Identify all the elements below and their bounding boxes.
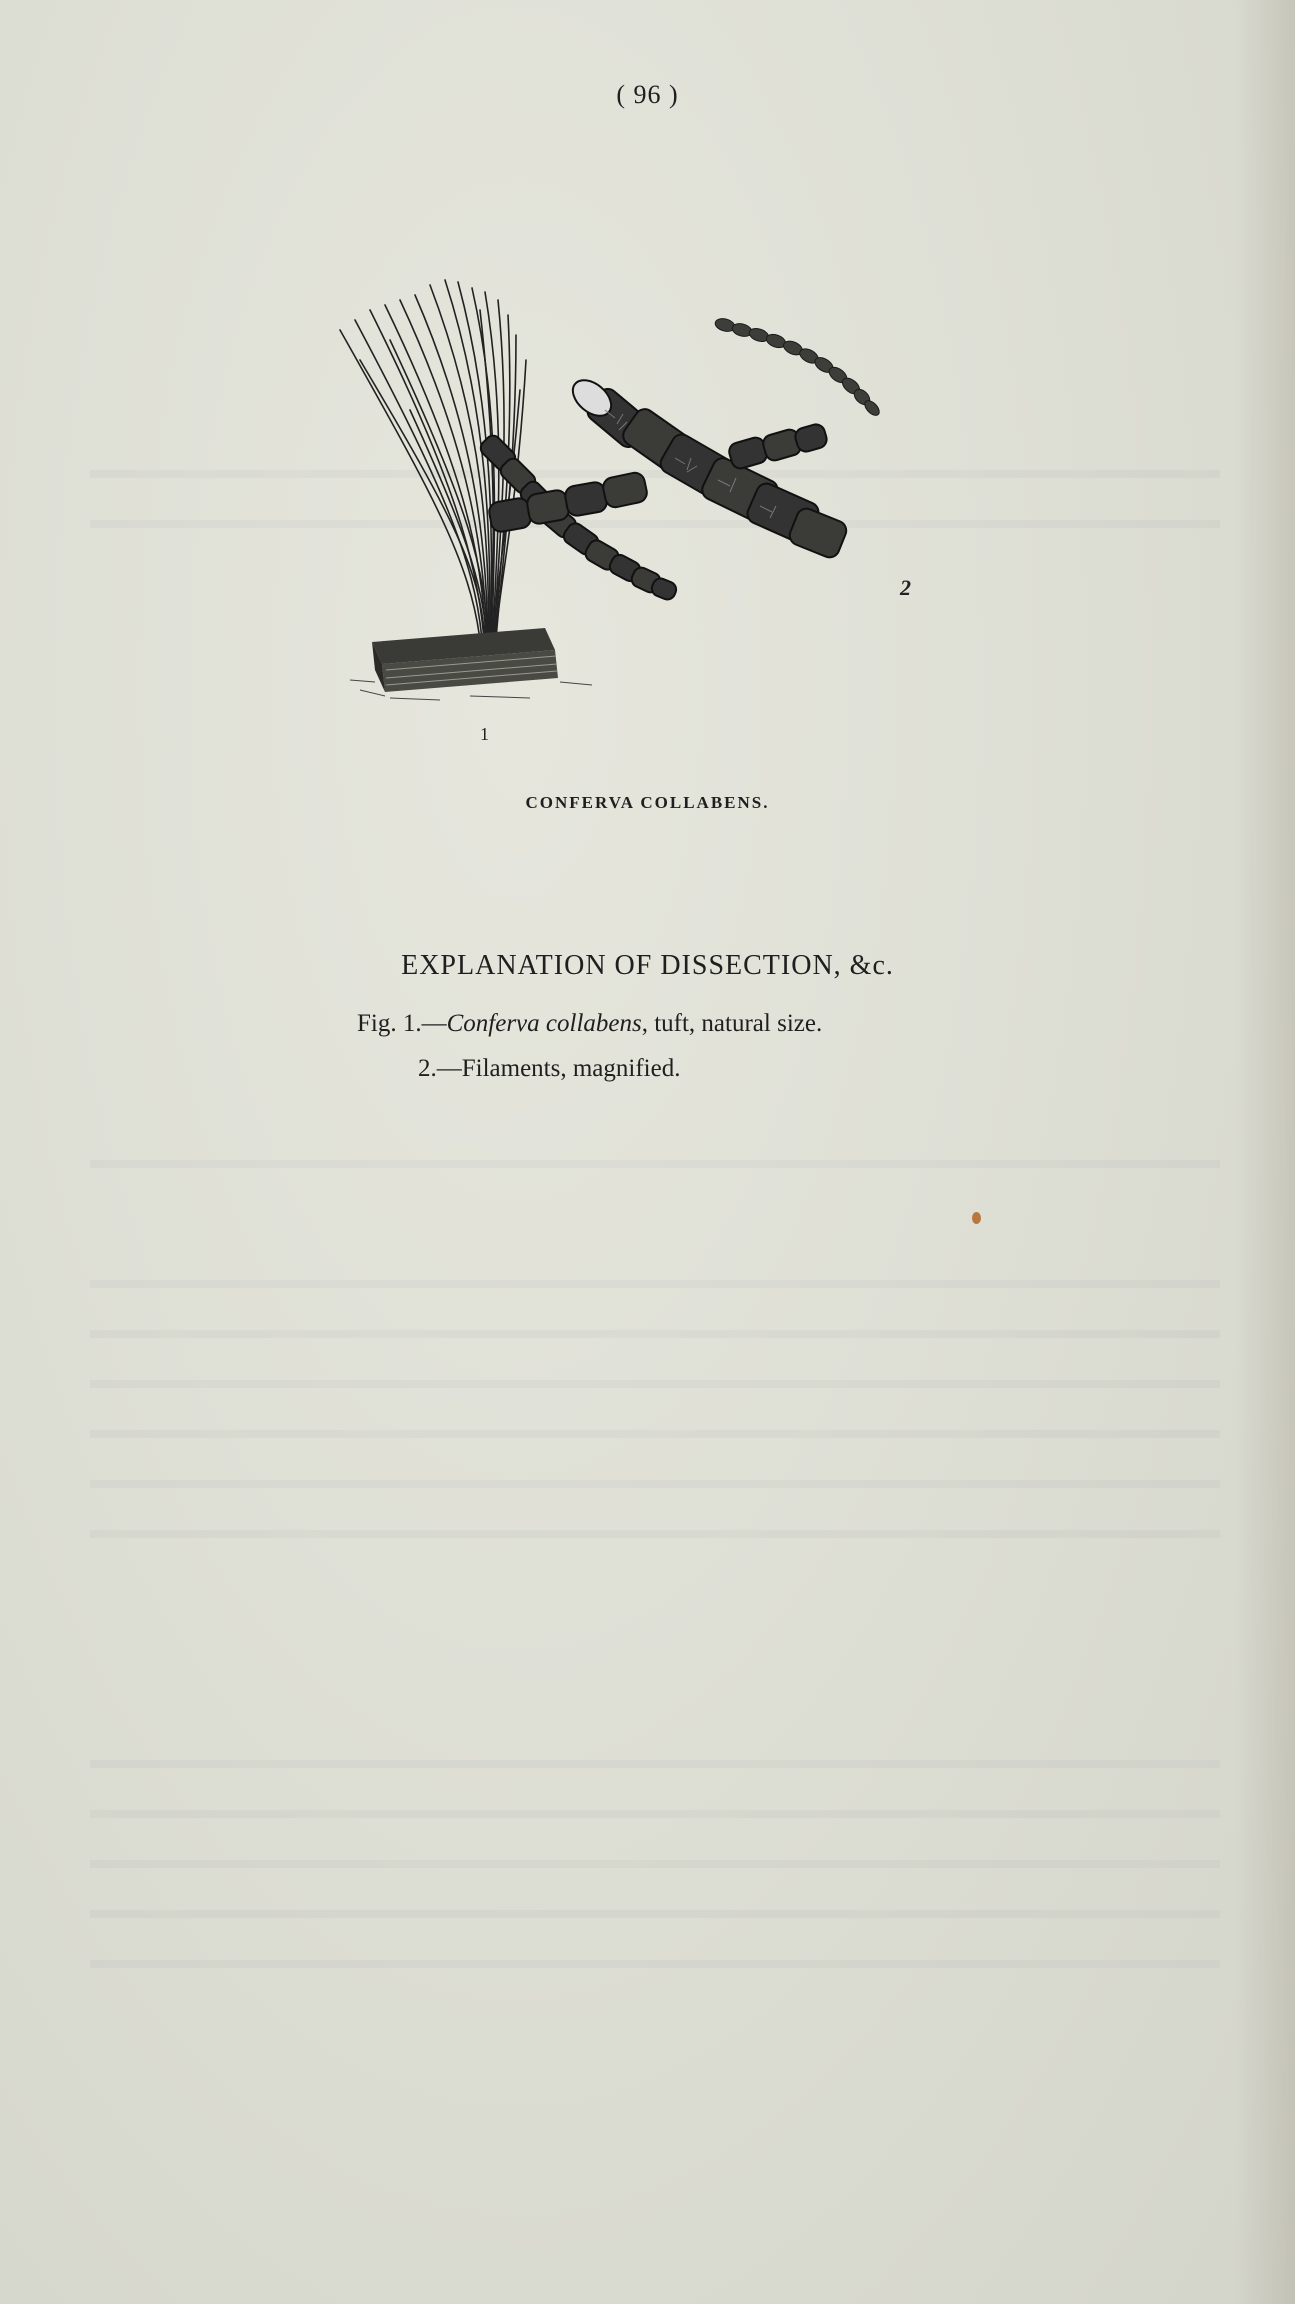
species-name: Conferva collabens (446, 1010, 642, 1037)
show-through-line (90, 1160, 1220, 1168)
page-number: ( 96 ) (616, 80, 679, 109)
show-through-line (90, 1330, 1220, 1338)
conferva-illustration (330, 270, 1050, 750)
botanical-plate (330, 270, 1050, 750)
figure-number-2: 2 (900, 575, 911, 600)
figure-2-description: 2.—Filaments, magnified. (418, 1055, 681, 1082)
plate-caption: CONFERVA COLLABENS. (525, 793, 770, 812)
show-through-line (90, 1280, 1220, 1288)
show-through-line (90, 1760, 1220, 1768)
show-through-line (90, 1860, 1220, 1868)
show-through-line (90, 1810, 1220, 1818)
figure-1-prefix: Fig. 1.— (357, 1010, 447, 1037)
figure-1-suffix: , tuft, natural size. (641, 1010, 823, 1037)
foxing-spot (972, 1212, 981, 1224)
show-through-line (90, 1530, 1220, 1538)
show-through-line (90, 1430, 1220, 1438)
page-edge-shadow (1235, 0, 1295, 2304)
show-through-line (90, 1960, 1220, 1968)
figure-number-1: 1 (480, 724, 489, 744)
explanation-heading: EXPLANATION OF DISSECTION, &c. (401, 950, 894, 981)
show-through-line (90, 1480, 1220, 1488)
filaments-figure (477, 317, 911, 602)
show-through-line (90, 1910, 1220, 1918)
figure-1-description (357, 1010, 822, 1038)
show-through-line (90, 1380, 1220, 1388)
